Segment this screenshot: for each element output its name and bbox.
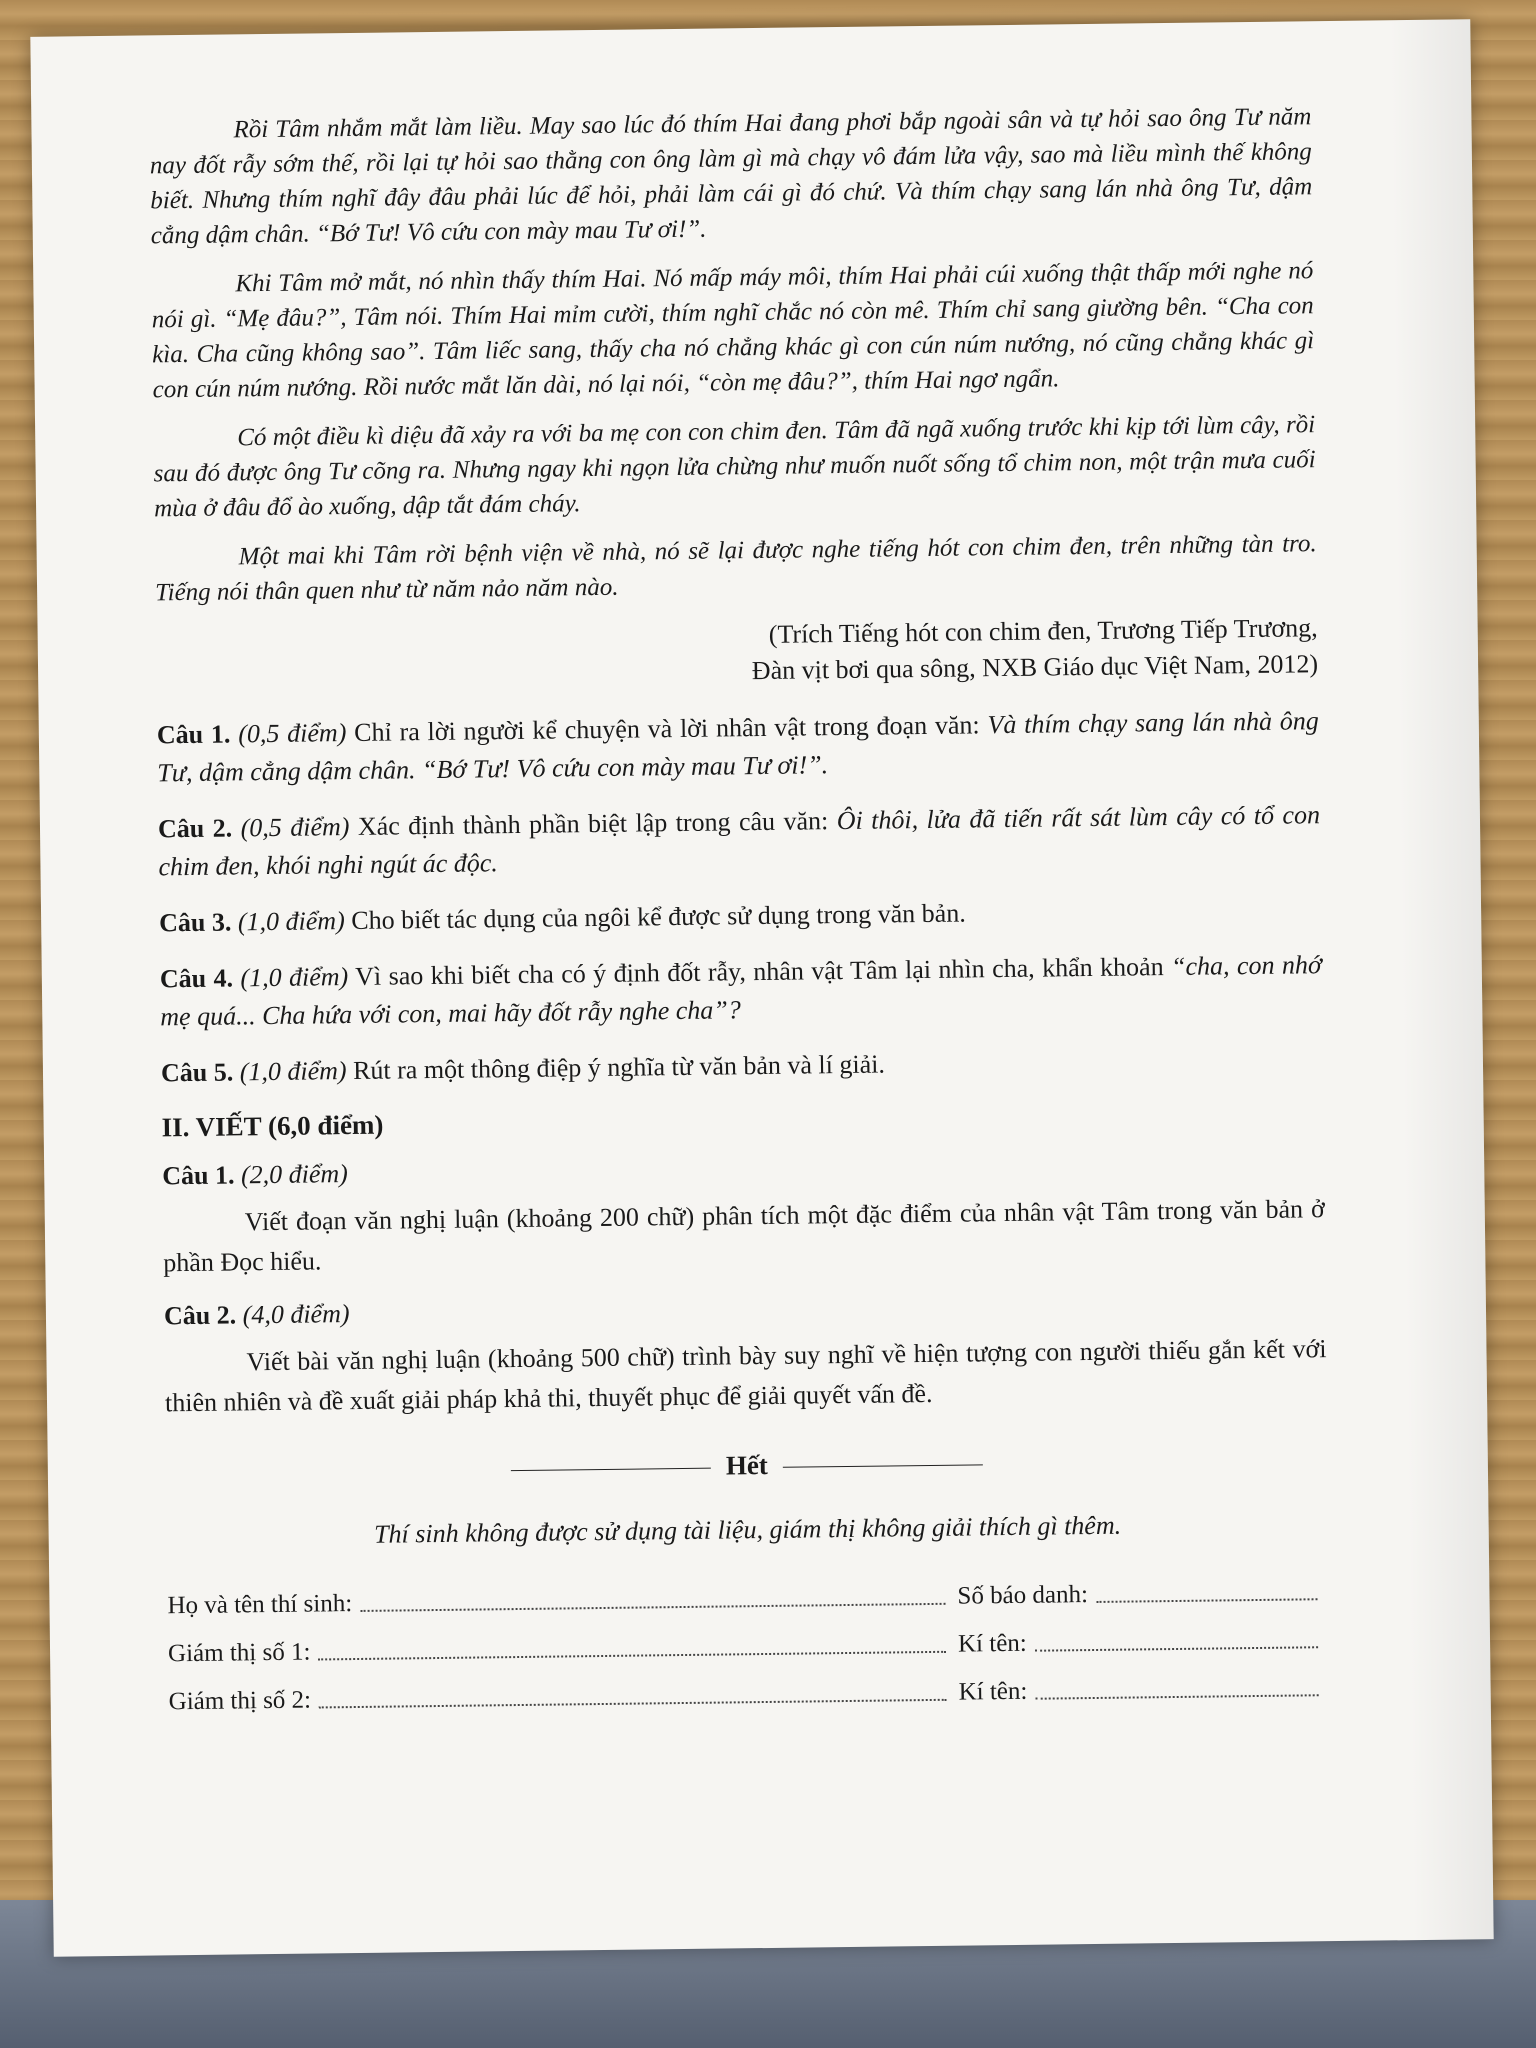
end-rule-right	[783, 1465, 983, 1468]
end-rule-left	[511, 1468, 711, 1471]
exam-paper	[30, 19, 1493, 1956]
writing-question-1-task: Viết đoạn văn nghị luận (khoảng 200 chữ) phân tích một đặc điểm của nhân vật Tâm trong văn bản ở phần Đọc hiểu.	[163, 1194, 1325, 1278]
story-paragraph: Có một điều kì diệu đã xảy ra với ba mẹ con con chim đen. Tâm đã ngã xuống trước khi kịp tới lùm cây, rồi sau đó được ông Tư cõng ra. Nhưng ngay khi ngọn lửa chừng như muốn nuốt sống tổ chim non, một trận mưa cuối mùa ở đâu đổ ào xuống, dập tắt đám cháy.	[153, 411, 1316, 523]
story-paragraph: Rồi Tâm nhắm mắt làm liều. May sao lúc đó thím Hai đang phơi bắp ngoài sân và tự hỏi sao ông Tư năm nay đốt rẫy sớm thế, rồi lại tự hỏi sao thằng con ông làm gì mà chạy vô đám lửa vậy, sao mà liều mình thế không biết. Nhưng thím nghĩ đây đâu phải lúc để hỏi, phải làm cái gì đó chứ. Và thím chạy sang lán nhà ông Tư, dậm cẳng dậm chân. “Bớ Tư! Vô cứu con mày mau Tư ơi!”.	[149, 103, 1313, 250]
question-text: Rút ra một thông điệp ý nghĩa từ văn bản và lí giải.	[352, 1049, 886, 1086]
proctor-1-label: Giám thị số 1:	[167, 1638, 311, 1668]
question-label: Câu 5.	[160, 1057, 234, 1088]
question-label: Câu 1.	[162, 1160, 235, 1191]
question-5	[161, 1040, 1323, 1092]
question-text: Vì sao khi biết cha có ý định đốt rẫy, nhân vật Tâm lại nhìn cha, khẩn khoản	[354, 952, 1164, 991]
question-score: (0,5 điểm)	[240, 812, 350, 843]
question-2	[158, 796, 1321, 886]
candidate-name-label: Họ và tên thí sinh:	[167, 1590, 353, 1620]
writing-question-2-task: Viết bài văn nghị luận (khoảng 500 chữ) trình bày suy nghĩ về hiện tượng con người thiếu gắn kết với thiên nhiên và đề xuất giải pháp khả thi, thuyết phục để giải quyết vấn đề.	[164, 1334, 1327, 1418]
form-row-candidate	[167, 1578, 1329, 1620]
end-label: Hết	[725, 1449, 768, 1481]
story-paragraph: Một mai khi Tâm rời bệnh viện về nhà, nó sẽ lại được nghe tiếng hót con chim đen, trên những tàn tro. Tiếng nói thân quen như từ năm nảo năm nào.	[154, 530, 1317, 607]
question-score: (1,0 điểm)	[240, 962, 349, 993]
registration-number-label: Số báo danh:	[957, 1581, 1089, 1610]
question-label: Câu 2.	[163, 1300, 237, 1331]
proctor-2-label: Giám thị số 2:	[168, 1686, 312, 1716]
signature-1-label: Kí tên:	[957, 1629, 1027, 1658]
candidate-name-field[interactable]	[360, 1603, 945, 1612]
writing-question-2-header	[164, 1287, 1326, 1331]
registration-number-field[interactable]	[1096, 1598, 1317, 1603]
signature-2-label: Kí tên:	[958, 1677, 1028, 1706]
form-row-proctor-1	[168, 1626, 1330, 1668]
end-marker	[166, 1443, 1328, 1488]
question-quote: Ôi thôi, lửa đã tiến rất sát lùm cây có tổ con chim đen, khói nghi ngút ác độc.	[158, 800, 1321, 882]
question-score: (2,0 điểm)	[240, 1159, 349, 1190]
story-paragraph: Khi Tâm mở mắt, nó nhìn thấy thím Hai. Nó mấp máy môi, thím Hai phải cúi xuống thật thấp mới nghe nó nói gì. “Mẹ đâu?”, Tâm nói. Thím Hai mỉm cười, thím nghĩ chắc nó còn mê. Thím chỉ sang giường bên. “Cha con kìa. Cha cũng không sao”. Tâm liếc sang, thấy cha nó chẳng khác gì con cún núm nướng, nó cũng chẳng khác gì con cún núm nướng. Rồi nước mắt lăn dài, nó lại nói, “còn mẹ đâu?”, thím Hai ngơ ngẩn.	[151, 257, 1315, 404]
question-1	[157, 702, 1320, 792]
writing-section-title: II. VIẾT (6,0 điểm)	[161, 1109, 384, 1143]
question-score: (1,0 điểm)	[239, 1056, 347, 1087]
question-quote: Và thím chạy sang lán nhà ông Tư, dậm cẳng dậm chân. “Bớ Tư! Vô cứu con mày mau Tư ơi!”.	[157, 706, 1319, 788]
writing-question-1-header	[162, 1147, 1324, 1191]
citation-line: Đàn vịt bơi qua sông, NXB Giáo dục Việt Nam, 2012)	[751, 649, 1319, 686]
question-text: Xác định thành phần biệt lập trong câu văn:	[357, 806, 829, 841]
question-score: (0,5 điểm)	[238, 718, 347, 749]
question-score: (4,0 điểm)	[242, 1299, 350, 1330]
proctor-2-field[interactable]	[319, 1699, 947, 1709]
question-label: Câu 1.	[156, 719, 231, 750]
proctor-1-field[interactable]	[319, 1651, 947, 1661]
exam-note: Thí sinh không được sử dụng tài liệu, giám thị không giải thích gì thêm.	[373, 1510, 1122, 1549]
story-excerpt	[149, 99, 1317, 610]
question-label: Câu 4.	[159, 963, 234, 994]
question-score: (1,0 điểm)	[237, 906, 345, 937]
question-text: Cho biết tác dụng của ngôi kể được sử dụng trong văn bản.	[351, 898, 966, 936]
question-3	[159, 890, 1321, 942]
question-text: Chỉ ra lời người kể chuyện và lời nhân vật trong đoạn văn:	[354, 710, 980, 747]
signature-1-field[interactable]	[1035, 1646, 1318, 1651]
question-label: Câu 3.	[158, 907, 232, 938]
signature-2-field[interactable]	[1035, 1694, 1318, 1699]
question-quote: “cha, con nhớ mẹ quá... Cha hứa với con, mai hãy đốt rẫy nghe cha”?	[160, 950, 1322, 1032]
citation-line: (Trích Tiếng hót con chim đen, Trương Tiếp Trương,	[768, 613, 1318, 649]
question-4	[160, 946, 1323, 1036]
form-row-proctor-2	[169, 1674, 1331, 1716]
citation	[156, 610, 1319, 696]
question-label: Câu 2.	[157, 813, 233, 844]
